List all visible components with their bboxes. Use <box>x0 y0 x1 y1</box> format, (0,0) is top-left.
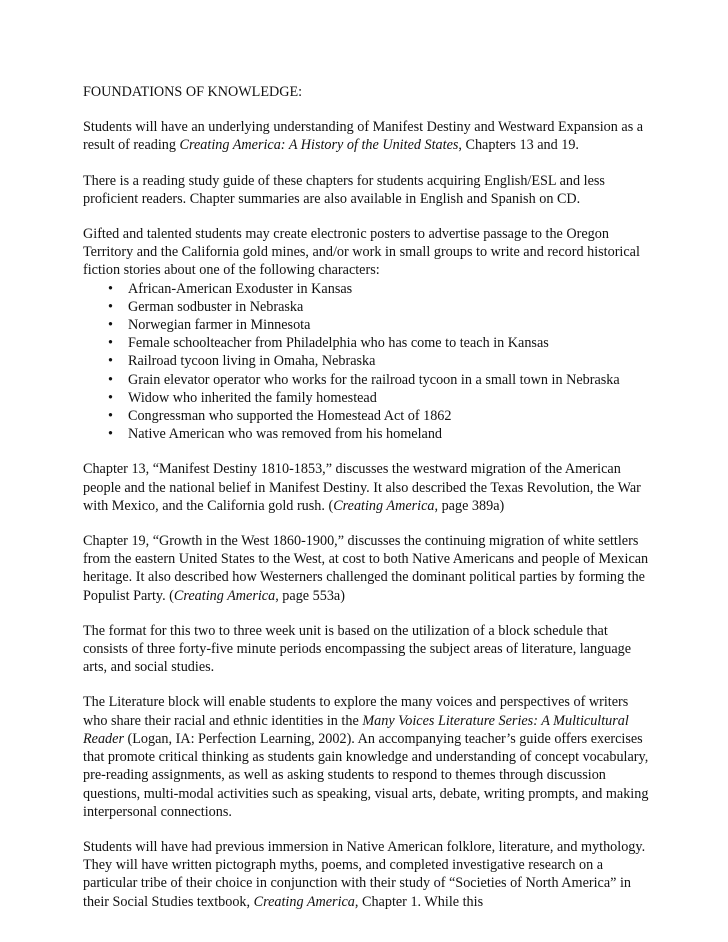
list-item-label: Widow who inherited the family homestead <box>128 389 377 406</box>
list-item-label: Native American who was removed from his homeland <box>128 426 443 443</box>
list-item <box>83 389 649 407</box>
paragraph-literature-block <box>83 693 649 820</box>
list-item-label: Congressman who supported the Homestead Act of 1862 <box>128 408 452 425</box>
paragraph-manifest-destiny-reading <box>83 118 649 154</box>
list-item <box>83 280 649 298</box>
paragraph-chapter-19 <box>83 532 649 605</box>
bullet-icon: • <box>108 353 113 370</box>
bullet-icon: • <box>108 317 113 334</box>
paragraph-text: Chapter 19, “Growth in the West 1860-1900,” discusses the continuing migration of white settlers from the eastern United States to the West, at cost to both Native Americans and people of Mexican heritage. It also described how Westerners challenged the dominant political parties by forming the Populist Party. ( <box>83 533 649 604</box>
list-item <box>83 407 649 425</box>
list-item <box>83 334 649 352</box>
paragraph-chapter-13 <box>83 460 649 515</box>
paragraph-unit-format: The format for this two to three week unit is based on the utilization of a block schedule that consists of three forty-five minute periods encompassing the subject areas of literature, language arts, and social studies. <box>83 622 632 676</box>
paragraph-text: (Logan, IA: Perfection Learning, 2002). An accompanying teacher’s guide offers exercises that promote critical thinking as students gain knowledge and understanding of concept vocabulary, pre-reading assignments, as well as asking students to respond to themes through discussion questions, multi-modal activities such as speaking, visual arts, debate, writing prompts, and making interpersonal connections. <box>83 730 649 820</box>
bullet-icon: • <box>108 389 113 406</box>
book-title: Creating America <box>253 893 355 910</box>
paragraph-text: , Chapters 13 and 19. <box>458 137 579 154</box>
list-item-label: Female schoolteacher from Philadelphia who has come to teach in Kansas <box>128 335 549 352</box>
book-title: Many Voices Literature Series: A Multicultural Reader <box>83 712 629 747</box>
list-item-label: Railroad tycoon living in Omaha, Nebraska <box>128 353 376 370</box>
bullet-icon: • <box>108 371 113 388</box>
book-title: Creating America: A History of the United States <box>179 137 459 154</box>
bullet-icon: • <box>108 408 113 425</box>
paragraph-text: Students will have had previous immersion in Native American folklore, literature, and mythology. They will have written pictograph myths, poems, and completed investigative research on a particular tribe of their choice in conjunction with their study of “Societies of North America” in their Social Studies textbook, <box>83 838 646 910</box>
paragraph-study-guide: There is a reading study guide of these chapters for students acquiring English/ESL and less proficient readers. Chapter summaries are also available in English and Spanish on CD. <box>83 172 605 207</box>
list-item <box>83 298 649 316</box>
paragraph-text: The Literature block will enable students to explore the many voices and perspectives of writers who share their racial and ethnic identities in the <box>83 694 629 729</box>
paragraph-text: , Chapter 1. While this <box>354 893 484 910</box>
list-item-label: Norwegian farmer in Minnesota <box>128 317 311 334</box>
document-page <box>83 83 649 928</box>
paragraph-text: Chapter 13, “Manifest Destiny 1810-1853,” discusses the westward migration of the American people and the national belief in Manifest Destiny. It also described the Texas Revolution, the War with Mexico, and the California gold rush. ( <box>83 461 641 514</box>
list-item <box>83 425 649 443</box>
section-heading: FOUNDATIONS OF KNOWLEDGE: <box>83 84 303 100</box>
paragraph-prior-immersion <box>83 838 649 911</box>
list-item <box>83 352 649 370</box>
book-title: Creating America <box>173 587 276 604</box>
list-item-label: African-American Exoduster in Kansas <box>128 280 353 297</box>
paragraph-text: , page 553a) <box>275 587 345 604</box>
bullet-icon: • <box>108 280 113 297</box>
list-item-label: Grain elevator operator who works for the railroad tycoon in a small town in Nebraska <box>128 371 620 388</box>
bullet-icon: • <box>108 426 113 443</box>
paragraph-text: , page 389a) <box>434 497 505 514</box>
list-item-label: German sodbuster in Nebraska <box>128 298 304 315</box>
bullet-icon: • <box>108 298 113 315</box>
character-list <box>83 280 649 444</box>
list-item <box>83 316 649 334</box>
list-item <box>83 371 649 389</box>
paragraph-gifted-students: Gifted and talented students may create electronic posters to advertise passage to the Oregon Territory and the California gold mines, and/or work in small groups to write and record historical fiction stories about one of the following characters: <box>83 226 640 279</box>
book-title: Creating America <box>333 497 435 514</box>
paragraph-text: Students will have an underlying understanding of Manifest Destiny and Westward Expansion as a result of reading <box>83 119 644 154</box>
bullet-icon: • <box>108 335 113 352</box>
